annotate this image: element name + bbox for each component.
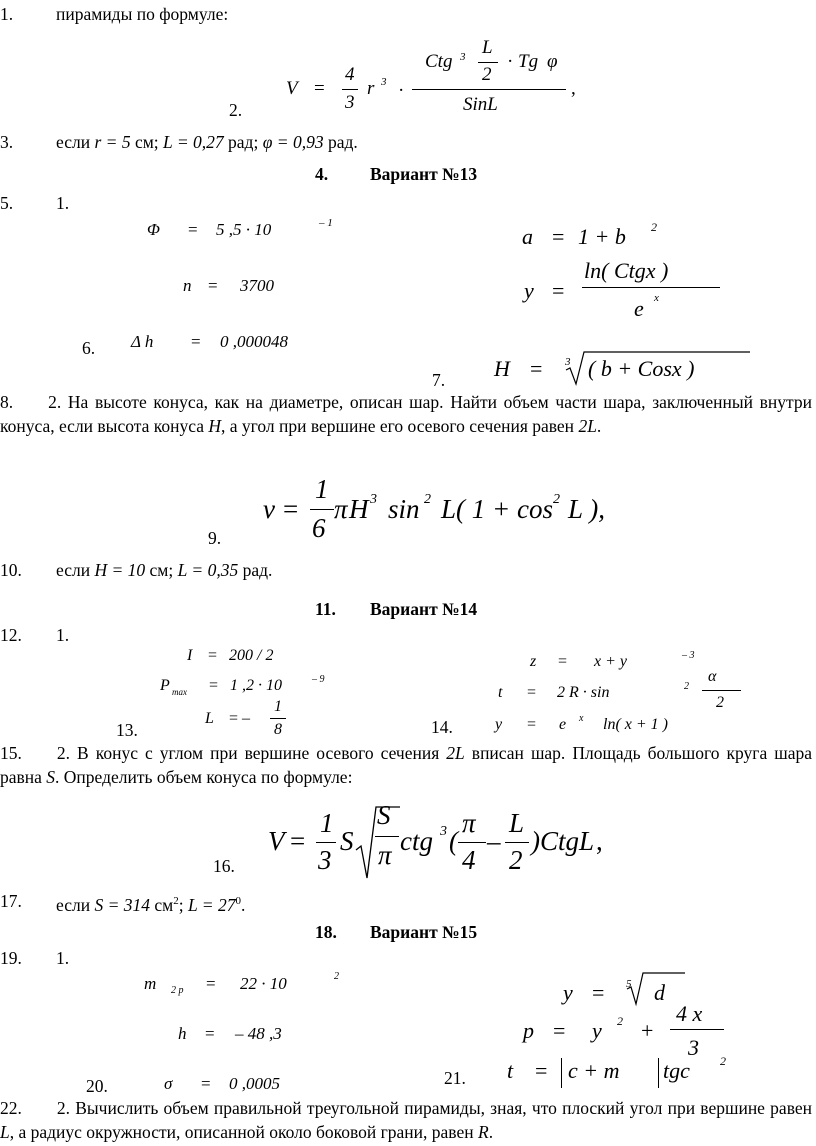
fraction-bar: [375, 836, 399, 837]
f-num: π: [462, 808, 476, 838]
fraction-bar: [458, 842, 486, 843]
f-exp: – 1: [319, 217, 333, 229]
fraction-bar: [342, 89, 358, 90]
f-var: t: [498, 684, 503, 701]
f-rhs: – 48 ,3: [235, 1024, 282, 1043]
f-var: y: [563, 980, 573, 1005]
f-eq: =: [209, 677, 219, 694]
f-num: 1: [320, 808, 334, 838]
para-num: 14.: [431, 717, 453, 737]
para-text: .: [488, 1122, 494, 1142]
para-text: , а радиус окружности, описанной около боковой грани, равен: [9, 1122, 478, 1142]
f-den: 2: [482, 64, 492, 85]
f-exp: 3: [381, 76, 387, 88]
f-op: ·: [398, 80, 405, 101]
para-text: пирамиды по формуле:: [56, 4, 229, 24]
f-eq: =: [527, 716, 537, 733]
f-var: V: [286, 78, 298, 99]
f-num: 1: [274, 698, 282, 715]
f-fn: ctg: [400, 826, 433, 856]
variant-heading-15: [315, 922, 478, 943]
para-num: 16.: [213, 856, 235, 876]
f-rhs: 200 / 2: [229, 647, 274, 664]
f-sub: 2 p: [171, 985, 184, 996]
f-var: v: [263, 494, 275, 524]
f-sub: max: [172, 687, 187, 697]
f-eq: =: [208, 276, 218, 295]
f-fn: Tg: [518, 51, 539, 72]
f-exp: 2: [553, 492, 560, 507]
para-3: [0, 130, 358, 154]
f-den: 8: [274, 721, 282, 738]
f-radicand: d: [654, 980, 665, 1005]
f-eq: =: [592, 980, 605, 1005]
f-var: H: [494, 356, 510, 381]
para-num: 20.: [86, 1076, 108, 1096]
abs-bar-left: [561, 1058, 562, 1088]
para-text: .: [596, 416, 602, 436]
f-exp: 3: [370, 492, 377, 507]
para-num: 21.: [444, 1068, 466, 1088]
f-op: ·: [507, 51, 514, 72]
para-num: 15.: [0, 743, 22, 763]
f-rhs: )CtgL: [531, 826, 595, 856]
para-text: , а угол при вершине его осевого сечения равен: [220, 416, 579, 436]
f-exp: x: [579, 713, 584, 724]
f-var: h: [178, 1024, 187, 1043]
para-var: H: [208, 416, 221, 436]
f-exp: x: [654, 292, 659, 304]
para-text: 2. На высоте конуса, как на диаметре, описан шар. Найти объем части шара, заключенный внутри конуса, если высота конуса: [0, 392, 812, 436]
f-var: z: [530, 653, 537, 670]
para-text: 1.: [56, 193, 70, 213]
f-num: α: [708, 668, 717, 685]
f-var: p: [523, 1018, 534, 1043]
f-eq: =: [208, 647, 218, 664]
f-var: σ: [164, 1074, 173, 1093]
f-den: 3: [345, 92, 355, 113]
fraction-bar: [702, 690, 741, 691]
f-rhs: 1 ,2 · 10: [230, 677, 282, 694]
f-exp: 3: [440, 824, 447, 839]
f-den: 4: [462, 845, 476, 875]
f-num: ln( Ctgx ): [584, 258, 669, 283]
f-rhs: L( 1 + cos: [441, 494, 553, 524]
para-19: [0, 946, 70, 970]
f-num: 1: [315, 474, 329, 504]
f-var: L: [205, 710, 214, 727]
f-rhs: 22 · 10: [240, 974, 287, 993]
para-22: [0, 1096, 812, 1144]
para-num: 8.: [0, 392, 14, 412]
para-num: 5.: [0, 193, 14, 213]
f-exp: 2: [720, 1054, 726, 1068]
f-eq: =: [290, 826, 306, 856]
f-num: L: [509, 808, 525, 838]
f-rhs: c + m: [568, 1058, 620, 1083]
para-17: [0, 889, 246, 915]
para-text: вписан шар. Площадь большого круга шара равна: [0, 743, 812, 787]
f-exp: 3: [460, 51, 466, 63]
fraction-bar: [505, 842, 529, 843]
fraction-bar: [310, 509, 334, 510]
f-exp: 2: [424, 492, 431, 507]
f-exp: – 3: [682, 650, 695, 661]
f-num: 4: [345, 64, 355, 85]
f-punct: ,: [596, 826, 603, 856]
abs-bar-right: [658, 1058, 659, 1088]
f-fn: tgc: [663, 1058, 690, 1083]
f-radical-index: 5: [626, 978, 632, 990]
f-op: –: [487, 826, 501, 856]
para-num: 19.: [0, 948, 22, 968]
para-num: 17.: [0, 891, 22, 911]
f-num: S: [377, 800, 391, 830]
f-var: P: [160, 677, 170, 694]
f-var: n: [183, 276, 192, 295]
f-eq: =: [553, 1018, 566, 1043]
f-eq: =: [552, 278, 565, 303]
f-exp: 2: [617, 1014, 623, 1028]
f-rhs: L ),: [568, 494, 606, 524]
para-num: 10.: [0, 560, 22, 580]
fraction-bar: [316, 842, 336, 843]
f-rhs: ln( x + 1 ): [603, 716, 668, 733]
f-eq: =: [530, 356, 543, 381]
para-var: L: [0, 1122, 10, 1142]
f-rhs: 5 ,5 · 10: [216, 220, 272, 239]
f-var: m: [144, 974, 157, 993]
heading-title: Вариант №13: [370, 164, 478, 184]
f-var: Δ h: [131, 332, 154, 351]
f-num: 4 x: [676, 1001, 703, 1026]
f-num: L: [482, 37, 493, 58]
f-eq: =: [201, 1074, 211, 1093]
f-rhs: 0 ,000048: [220, 332, 288, 351]
fraction-bar: [670, 1029, 724, 1030]
f-exp: 2: [334, 971, 339, 982]
para-15: [0, 741, 812, 789]
para-10: [0, 558, 273, 582]
heading-num: 11.: [315, 599, 336, 619]
f-eq: =: [314, 78, 325, 99]
para-text: если H = 10 см; L = 0,35 рад.: [56, 560, 273, 580]
f-den: π: [378, 840, 392, 870]
para-var: 2L: [578, 416, 597, 436]
f-var: I: [187, 647, 193, 664]
f-eq: =: [191, 332, 201, 351]
para-num: 12.: [0, 625, 22, 645]
f-paren: (: [449, 826, 458, 856]
para-text: 1.: [56, 625, 70, 645]
f-den: e: [634, 296, 644, 321]
para-num: 2.: [229, 100, 243, 120]
para-text: 2. В конус с углом при вершине осевого сечения: [56, 743, 447, 763]
heading-title: Вариант №15: [370, 922, 478, 942]
f-eq: =: [283, 494, 299, 524]
f-exp: – 9: [312, 674, 325, 685]
heading-num: 4.: [315, 164, 329, 184]
para-text: . Определить объем конуса по формуле:: [55, 767, 353, 787]
f-var: H: [349, 494, 369, 524]
para-num: 7.: [432, 370, 446, 390]
f-var: a: [522, 224, 533, 249]
f-eq: =: [558, 653, 568, 670]
f-radical-index: 3: [565, 356, 571, 368]
f-fn: sin: [388, 494, 420, 524]
f-den: 6: [312, 513, 326, 543]
f-rhs: e: [559, 716, 567, 733]
fraction-bar: [270, 718, 286, 719]
para-text: если S = 314 $см^2$; $L = 27^0$.: [56, 894, 246, 915]
f-var: y: [495, 716, 503, 733]
f-eq: =: [535, 1058, 548, 1083]
para-5: [0, 191, 70, 215]
heading-title: Вариант №14: [370, 599, 478, 619]
f-eq: = –: [229, 710, 251, 727]
f-rhs: 0 ,0005: [229, 1074, 280, 1093]
f-den: 2: [716, 694, 724, 711]
f-var: t: [507, 1058, 514, 1083]
para-text: если r = 5 см; L = 0,27 рад; φ = 0,93 рад.: [56, 132, 358, 152]
f-rhs: x + y: [594, 653, 627, 670]
f-eq: =: [527, 684, 537, 701]
variant-heading-13: [315, 164, 478, 185]
para-var: R: [477, 1122, 489, 1142]
para-text: 1.: [56, 948, 70, 968]
variant-heading-14: [315, 599, 478, 620]
para-num: 3.: [0, 132, 14, 152]
para-8: [0, 390, 812, 438]
f-var: S: [340, 826, 354, 856]
fraction-bar: [412, 89, 566, 90]
f-var: π: [334, 494, 348, 524]
para-num: 1.: [0, 4, 14, 24]
f-var: V: [268, 826, 285, 856]
f-eq: =: [206, 974, 216, 993]
f-den: 3: [318, 845, 332, 875]
f-eq: =: [552, 224, 565, 249]
f-den: 2: [509, 845, 523, 875]
f-var: Φ: [147, 220, 160, 239]
f-punct: ,: [571, 78, 576, 99]
para-num: 6.: [82, 338, 96, 358]
f-radicand: ( b + Cosx ): [588, 356, 695, 381]
f-op: +: [641, 1018, 654, 1043]
f-rhs: y: [592, 1018, 602, 1043]
para-num: 9.: [208, 528, 222, 548]
para-var: 2L: [446, 743, 465, 763]
f-exp: 2: [651, 220, 657, 234]
f-rhs: 1 + b: [578, 224, 626, 249]
f-var: y: [524, 278, 534, 303]
para-var: S: [46, 767, 56, 787]
f-rhs: 2 R · sin: [557, 684, 610, 701]
fraction-bar: [478, 62, 498, 63]
para-12: [0, 623, 70, 647]
f-rhs: 3700: [240, 276, 274, 295]
f-eq: =: [188, 220, 198, 239]
fraction-bar: [582, 287, 720, 288]
f-var: φ: [547, 51, 558, 72]
para-text: 2. Вычислить объем правильной треугольной пирамиды, зная, что плоский угол при вершине равен: [56, 1098, 812, 1118]
f-eq: =: [205, 1024, 215, 1043]
heading-num: 18.: [315, 922, 337, 942]
f-var: r: [367, 78, 375, 99]
para-num: 22.: [0, 1098, 22, 1118]
para-num: 13.: [116, 720, 138, 740]
para-1: [0, 2, 229, 26]
f-exp: 2: [684, 681, 689, 692]
f-den: SinL: [463, 94, 498, 115]
f-fn: Ctg: [425, 51, 453, 72]
f-den: 3: [688, 1035, 699, 1060]
